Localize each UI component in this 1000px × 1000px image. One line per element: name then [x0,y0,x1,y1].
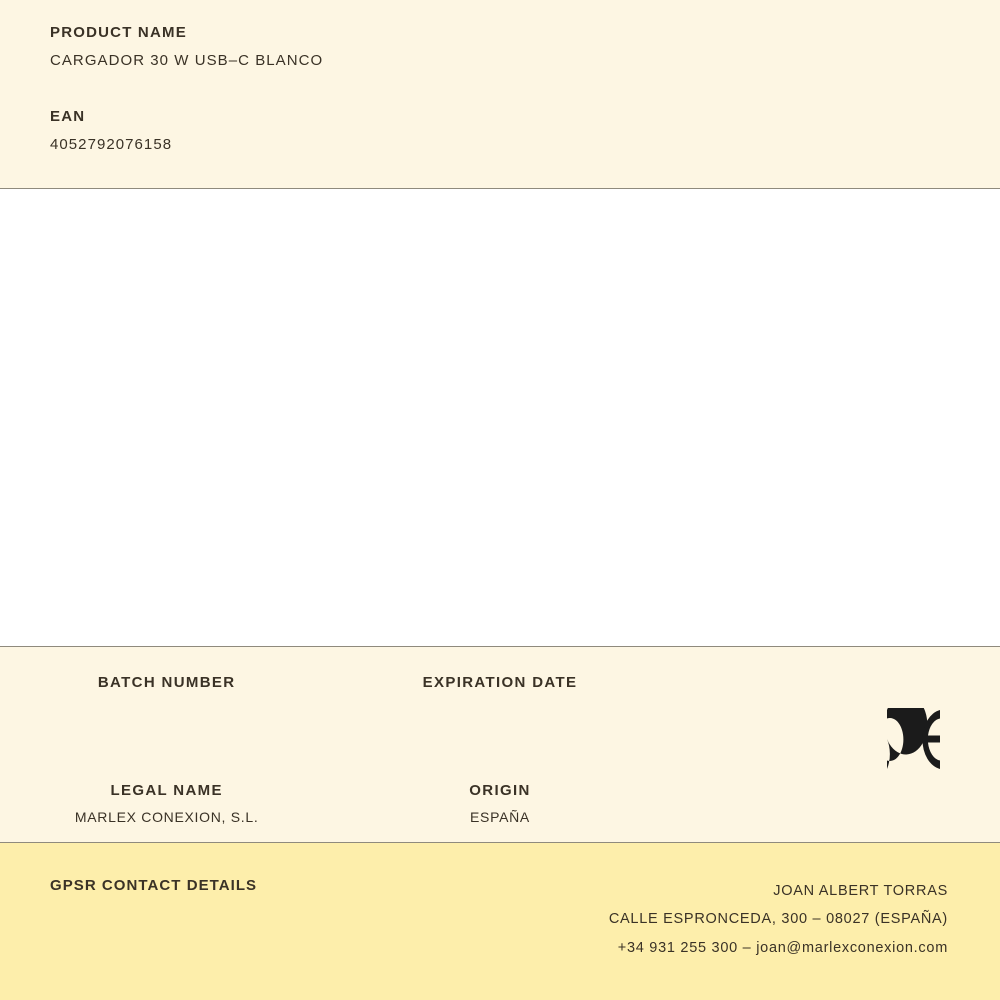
origin-value: ESPAÑA [470,809,530,825]
ean-label: EAN [50,108,86,125]
ce-mark-icon [858,708,948,770]
info-empty-cell-bottom [667,781,1000,827]
legal-name-label: LEGAL NAME [110,781,223,799]
origin-cell [333,781,666,827]
product-info-section [0,647,1000,843]
gpsr-contact-details [609,877,948,962]
expiration-date-label: EXPIRATION DATE [422,674,578,691]
product-identity-section [0,0,1000,189]
blank-image-area [0,189,1000,647]
batch-number-label: BATCH NUMBER [97,674,236,691]
info-empty-value-bottom [677,789,990,807]
gpsr-contact-phone-email: +34 931 255 300 – joan@marlexconexion.com [617,939,948,956]
legal-name-cell [0,781,333,827]
legal-name-value: MARLEX CONEXION, S.L. [74,809,259,825]
gpsr-contact-address: CALLE ESPRONCEDA, 300 – 08027 (ESPAÑA) [608,911,948,928]
ean-field [50,108,950,154]
info-empty-cell-top [667,673,1000,719]
product-name-label: PRODUCT NAME [50,24,187,41]
gpsr-contact-name: JOAN ALBERT TORRAS [773,883,948,899]
batch-number-value [10,701,323,719]
info-row-legal-origin [0,719,1000,827]
info-row-batch-expiration [0,647,1000,719]
batch-number-cell [0,673,333,719]
product-name-value: CARGADOR 30 W USB–C BLANCO [50,52,324,69]
product-name-field [50,24,950,70]
gpsr-contact-label: GPSR CONTACT DETAILS [50,877,258,894]
origin-label: ORIGIN [469,781,531,799]
expiration-date-cell [333,673,666,719]
gpsr-contact-section [0,843,1000,1000]
info-empty-value-top [677,681,990,699]
expiration-date-value [343,701,656,719]
ean-value: 4052792076158 [50,136,173,153]
